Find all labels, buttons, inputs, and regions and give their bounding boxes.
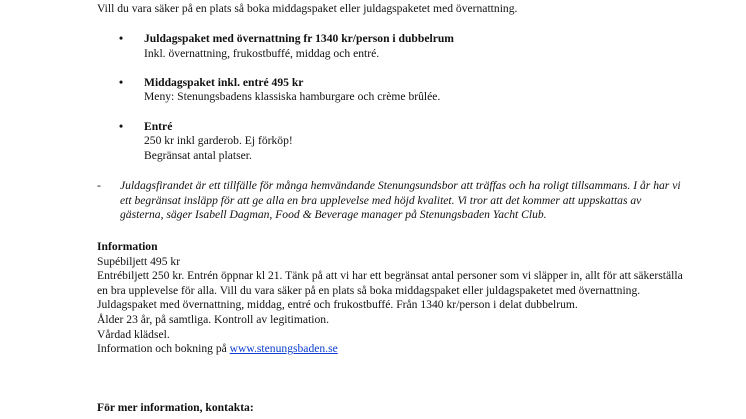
package-title: Middagspaket inkl. entré 495 kr (144, 75, 304, 89)
contact-heading: För mer information, kontakta: (97, 401, 254, 414)
booking-line (97, 342, 689, 357)
package-detail: Inkl. övernattning, frukostbuffé, middag och entré. (144, 46, 380, 60)
bullet-icon: • (119, 75, 124, 89)
intro-paragraph (97, 2, 717, 17)
info-line: Entrébiljett 250 kr. Entrén öppnar kl 21. Tänk på att vi har ett begränsat antal personer som vi släpper in, allt för att säkerställa en bra upplevelse för alla. Vill du vara säker på en plats så boka middagspaket eller juldagspaketet med övernattning. (97, 269, 683, 297)
package-item (97, 76, 657, 105)
package-detail: Meny: Stenungsbadens klassiska hamburgare och crème brûlée. (144, 90, 441, 104)
contact-section (97, 401, 689, 416)
package-detail: 250 kr inkl garderob. Ej förköp! (144, 134, 293, 148)
quote-dash: - (97, 179, 101, 192)
booking-prefix: Information och bokning på (97, 342, 230, 356)
bullet-icon: • (119, 119, 124, 133)
info-line: Supébiljett 495 kr (97, 254, 181, 268)
info-line: Juldagspaket med övernattning, middag, entré och frukostbuffé. Från 1340 kr/person i delat dubbelrum. (97, 298, 578, 312)
information-heading: Information (97, 240, 158, 253)
info-line: Ålder 23 år, på samtliga. Kontroll av legitimation. (97, 312, 329, 326)
quote-text: Juldagsfirandet är ett tillfälle för många hemvändande Stenungsundsbor att träffas och ha roligt tillsammans. I år har vi ett begränsat insläpp för att ge alla en bra upplevelse med höjd kvalitet. Vi tror att det kommer att uppskattas av gästerna, säger Isabell Dagman, Food & Beverage manager på Stenungsbaden Yacht Club. (120, 179, 681, 222)
information-section (97, 240, 689, 357)
bullet-icon: • (119, 32, 124, 45)
booking-link[interactable]: www.stenungsbaden.se (229, 342, 338, 356)
info-line: Vårdad klädsel. (97, 327, 170, 341)
package-title: Entré (144, 119, 173, 133)
package-detail: Begränsat antal platser. (144, 148, 252, 162)
package-title: Juldagspaket med övernattning fr 1340 kr/person i dubbelrum (144, 32, 454, 45)
intro-text: Vill du vara säker på en plats så boka middagspaket eller juldagspaketet med övernattning. (97, 2, 518, 15)
package-item (97, 32, 657, 61)
package-item (97, 120, 657, 164)
quote-block (97, 179, 687, 223)
package-list (97, 32, 657, 178)
